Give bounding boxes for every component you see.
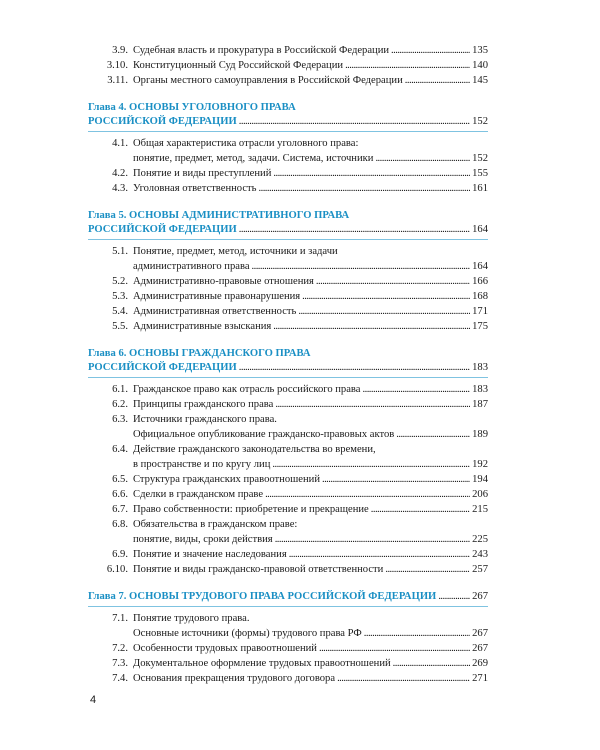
chapter-heading <box>88 209 488 237</box>
dot-leader <box>275 397 470 412</box>
chapter-page: 152 <box>472 116 488 127</box>
entry-line <box>133 136 488 151</box>
entry-page: 175 <box>472 321 488 332</box>
entry-title: Понятие и виды гражданско-правовой ответственности <box>133 564 384 575</box>
entry-number: 6.7. <box>112 504 128 515</box>
chapter-title: РОССИЙСКОЙ ФЕДЕРАЦИИ <box>88 116 237 127</box>
toc-entry <box>88 136 488 166</box>
entry-title: Гражданское право как отрасль российского права <box>133 384 361 395</box>
entry-line <box>133 397 488 412</box>
entry-body <box>133 289 488 304</box>
toc-entry <box>88 656 488 671</box>
entry-body <box>133 319 488 334</box>
entry-body <box>133 562 488 577</box>
entry-body <box>133 181 488 196</box>
entry-line <box>133 259 488 274</box>
entry-line <box>133 166 488 181</box>
toc-entry <box>88 166 488 181</box>
entry-title: Основные источники (формы) трудового права РФ <box>133 628 362 639</box>
entry-number: 3.10. <box>106 60 128 71</box>
entry-title: понятие, виды, сроки действия <box>133 534 273 545</box>
entry-number: 6.1. <box>112 384 128 395</box>
entry-page: 145 <box>472 75 488 86</box>
entry-title: Источники гражданского права. <box>133 414 277 425</box>
entry-line <box>133 532 488 547</box>
entry-page: 189 <box>472 429 488 440</box>
dot-leader <box>259 181 471 196</box>
entry-line <box>133 487 488 502</box>
entry-line <box>133 626 488 641</box>
toc-entry <box>88 671 488 686</box>
entry-body <box>133 487 488 502</box>
entry-title: Понятие и виды преступлений <box>133 168 272 179</box>
chapter-title-line <box>88 361 488 375</box>
entry-title: Обязательства в гражданском праве: <box>133 519 298 530</box>
entry-number: 3.9. <box>112 45 128 56</box>
entry-title: Конституционный Суд Российской Федерации <box>133 60 344 71</box>
toc-entry <box>88 289 488 304</box>
chapter-separator <box>88 377 488 378</box>
dot-leader <box>337 671 470 686</box>
entry-line <box>133 382 488 397</box>
entry-title: Органы местного самоуправления в Российской Федерации <box>133 75 403 86</box>
entry-body <box>133 304 488 319</box>
entry-line <box>133 442 488 457</box>
chapter-separator <box>88 239 488 240</box>
entry-body <box>133 611 488 641</box>
entry-number: 7.3. <box>112 658 128 669</box>
dot-leader <box>272 457 470 472</box>
dot-leader <box>393 656 470 671</box>
entry-title: Административно-правовые отношения <box>133 276 314 287</box>
entry-body <box>133 671 488 686</box>
entry-page: 206 <box>472 489 488 500</box>
entry-page: 243 <box>472 549 488 560</box>
entry-title: понятие, предмет, метод, задачи. Система, источники <box>133 153 374 164</box>
entry-line <box>133 274 488 289</box>
toc-entry <box>88 472 488 487</box>
dot-leader <box>316 274 470 289</box>
dot-leader <box>363 382 471 397</box>
entry-title: Уголовная ответственность <box>133 183 257 194</box>
entry-line <box>133 547 488 562</box>
entry-body <box>133 547 488 562</box>
dot-leader <box>319 641 470 656</box>
toc-entry <box>88 517 488 547</box>
chapter-heading <box>88 590 488 604</box>
entry-title: Понятие трудового права. <box>133 613 250 624</box>
chapter-page: 267 <box>472 591 488 602</box>
chapter-title-line <box>88 590 488 604</box>
entry-page: 152 <box>472 153 488 164</box>
entry-title: Судебная власть и прокуратура в Российской Федерации <box>133 45 390 56</box>
entry-page: 166 <box>472 276 488 287</box>
entry-line <box>133 611 488 626</box>
toc-entry <box>88 641 488 656</box>
entry-line <box>133 244 488 259</box>
entry-body <box>133 397 488 412</box>
entry-title: Принципы гражданского права <box>133 399 274 410</box>
entry-page: 192 <box>472 459 488 470</box>
toc-entry <box>88 502 488 517</box>
entry-title: Общая характеристика отрасли уголовного права: <box>133 138 359 149</box>
entry-page: 225 <box>472 534 488 545</box>
dot-leader <box>371 502 470 517</box>
chapter-heading <box>88 101 488 129</box>
entry-number: 6.9. <box>112 549 128 560</box>
toc-entry <box>88 274 488 289</box>
entry-number: 6.3. <box>112 414 128 425</box>
entry-body <box>133 517 488 547</box>
entry-title: Основания прекращения трудового договора <box>133 673 336 684</box>
toc-entry <box>88 319 488 334</box>
dot-leader <box>239 361 470 375</box>
dot-leader <box>302 289 470 304</box>
toc-entry <box>88 412 488 442</box>
toc-entry <box>88 244 488 274</box>
entry-number: 5.4. <box>112 306 128 317</box>
dot-leader <box>239 115 470 129</box>
entry-page: 215 <box>472 504 488 515</box>
entry-line <box>133 457 488 472</box>
entry-line <box>133 412 488 427</box>
entry-page: 161 <box>472 183 488 194</box>
entry-page: 267 <box>472 643 488 654</box>
toc-entry <box>88 43 488 58</box>
chapter-separator <box>88 131 488 132</box>
entry-line <box>133 641 488 656</box>
entry-page: 155 <box>472 168 488 179</box>
entry-line <box>133 472 488 487</box>
entry-line <box>133 304 488 319</box>
entry-number: 4.2. <box>112 168 128 179</box>
entry-page: 194 <box>472 474 488 485</box>
entry-number: 6.8. <box>112 519 128 530</box>
toc-entry <box>88 547 488 562</box>
chapter-title: Глава 6. ОСНОВЫ ГРАЖДАНСКОГО ПРАВА <box>88 348 311 359</box>
dot-leader <box>252 259 471 274</box>
entry-page: 257 <box>472 564 488 575</box>
entry-body <box>133 166 488 181</box>
entry-page: 171 <box>472 306 488 317</box>
entry-title: Административные правонарушения <box>133 291 301 302</box>
entry-number: 6.10. <box>106 564 128 575</box>
entry-line <box>133 181 488 196</box>
entry-page: 267 <box>472 628 488 639</box>
chapter-page: 183 <box>472 362 488 373</box>
toc-entry <box>88 73 488 88</box>
entry-body <box>133 502 488 517</box>
toc-entry <box>88 487 488 502</box>
entry-number: 6.6. <box>112 489 128 500</box>
dot-leader <box>375 151 470 166</box>
entry-page: 183 <box>472 384 488 395</box>
entry-body <box>133 73 488 88</box>
dot-leader <box>391 43 470 58</box>
entry-body <box>133 412 488 442</box>
entry-line <box>133 319 488 334</box>
entry-title: Административная ответственность <box>133 306 297 317</box>
dot-leader <box>273 166 470 181</box>
chapter-separator <box>88 606 488 607</box>
toc-entry <box>88 304 488 319</box>
entry-line <box>133 502 488 517</box>
entry-title: Административные взыскания <box>133 321 272 332</box>
dot-leader <box>438 590 470 604</box>
entry-page: 269 <box>472 658 488 669</box>
dot-leader <box>273 319 470 334</box>
entry-number: 6.5. <box>112 474 128 485</box>
entry-body <box>133 382 488 397</box>
entry-title: Документальное оформление трудовых правоотношений <box>133 658 391 669</box>
chapter-title: РОССИЙСКОЙ ФЕДЕРАЦИИ <box>88 224 237 235</box>
dot-leader <box>385 562 470 577</box>
entry-line <box>133 289 488 304</box>
entry-line <box>133 43 488 58</box>
entry-title: административного права <box>133 261 250 272</box>
entry-title: Структура гражданских правоотношений <box>133 474 320 485</box>
entry-body <box>133 472 488 487</box>
toc-entry <box>88 58 488 73</box>
entry-number: 5.1. <box>112 246 128 257</box>
entry-body <box>133 244 488 274</box>
dot-leader <box>239 223 470 237</box>
entry-line <box>133 427 488 442</box>
dot-leader <box>345 58 470 73</box>
entry-title: Понятие и значение наследования <box>133 549 287 560</box>
entry-line <box>133 73 488 88</box>
chapter-title-line <box>88 115 488 129</box>
entry-number: 7.2. <box>112 643 128 654</box>
entry-number: 5.2. <box>112 276 128 287</box>
page-number: 4 <box>90 694 97 706</box>
toc-entry <box>88 181 488 196</box>
dot-leader <box>322 472 470 487</box>
chapter-title: Глава 4. ОСНОВЫ УГОЛОВНОГО ПРАВА <box>88 102 296 113</box>
dot-leader <box>298 304 470 319</box>
dot-leader <box>405 73 470 88</box>
chapter-title: Глава 7. ОСНОВЫ ТРУДОВОГО ПРАВА РОССИЙСКОЙ ФЕДЕРАЦИИ <box>88 591 437 602</box>
entry-number: 6.2. <box>112 399 128 410</box>
entry-body <box>133 43 488 58</box>
entry-line <box>133 656 488 671</box>
toc-entry <box>88 611 488 641</box>
table-of-contents <box>88 43 488 686</box>
entry-title: Сделки в гражданском праве <box>133 489 264 500</box>
entry-body <box>133 442 488 472</box>
entry-line <box>133 562 488 577</box>
entry-title: Право собственности: приобретение и прекращение <box>133 504 369 515</box>
entry-body <box>133 656 488 671</box>
toc-entry <box>88 442 488 472</box>
entry-number: 5.5. <box>112 321 128 332</box>
dot-leader <box>396 427 470 442</box>
chapter-page: 164 <box>472 224 488 235</box>
entry-body <box>133 274 488 289</box>
entry-title: Действие гражданского законодательства во времени, <box>133 444 376 455</box>
dot-leader <box>275 532 470 547</box>
entry-line <box>133 517 488 532</box>
entry-title: Понятие, предмет, метод, источники и задачи <box>133 246 338 257</box>
entry-body <box>133 58 488 73</box>
entry-page: 164 <box>472 261 488 272</box>
toc-entry <box>88 397 488 412</box>
entry-number: 4.3. <box>112 183 128 194</box>
toc-entry <box>88 382 488 397</box>
entry-number: 5.3. <box>112 291 128 302</box>
entry-number: 6.4. <box>112 444 128 455</box>
dot-leader <box>265 487 470 502</box>
entry-page: 168 <box>472 291 488 302</box>
entry-page: 187 <box>472 399 488 410</box>
entry-line <box>133 58 488 73</box>
entry-title: Особенности трудовых правоотношений <box>133 643 317 654</box>
entry-number: 7.4. <box>112 673 128 684</box>
entry-number: 7.1. <box>112 613 128 624</box>
entry-body <box>133 641 488 656</box>
chapter-title: РОССИЙСКОЙ ФЕДЕРАЦИИ <box>88 362 237 373</box>
entry-body <box>133 136 488 166</box>
entry-number: 4.1. <box>112 138 128 149</box>
entry-page: 271 <box>472 673 488 684</box>
toc-entry <box>88 562 488 577</box>
entry-title: в пространстве и по кругу лиц <box>133 459 271 470</box>
dot-leader <box>289 547 470 562</box>
chapter-title-line <box>88 223 488 237</box>
entry-title: Официальное опубликование гражданско-правовых актов <box>133 429 395 440</box>
dot-leader <box>364 626 470 641</box>
chapter-heading <box>88 347 488 375</box>
entry-number: 3.11. <box>107 75 128 86</box>
entry-page: 135 <box>472 45 488 56</box>
entry-line <box>133 151 488 166</box>
chapter-title: Глава 5. ОСНОВЫ АДМИНИСТРАТИВНОГО ПРАВА <box>88 210 350 221</box>
entry-line <box>133 671 488 686</box>
entry-page: 140 <box>472 60 488 71</box>
